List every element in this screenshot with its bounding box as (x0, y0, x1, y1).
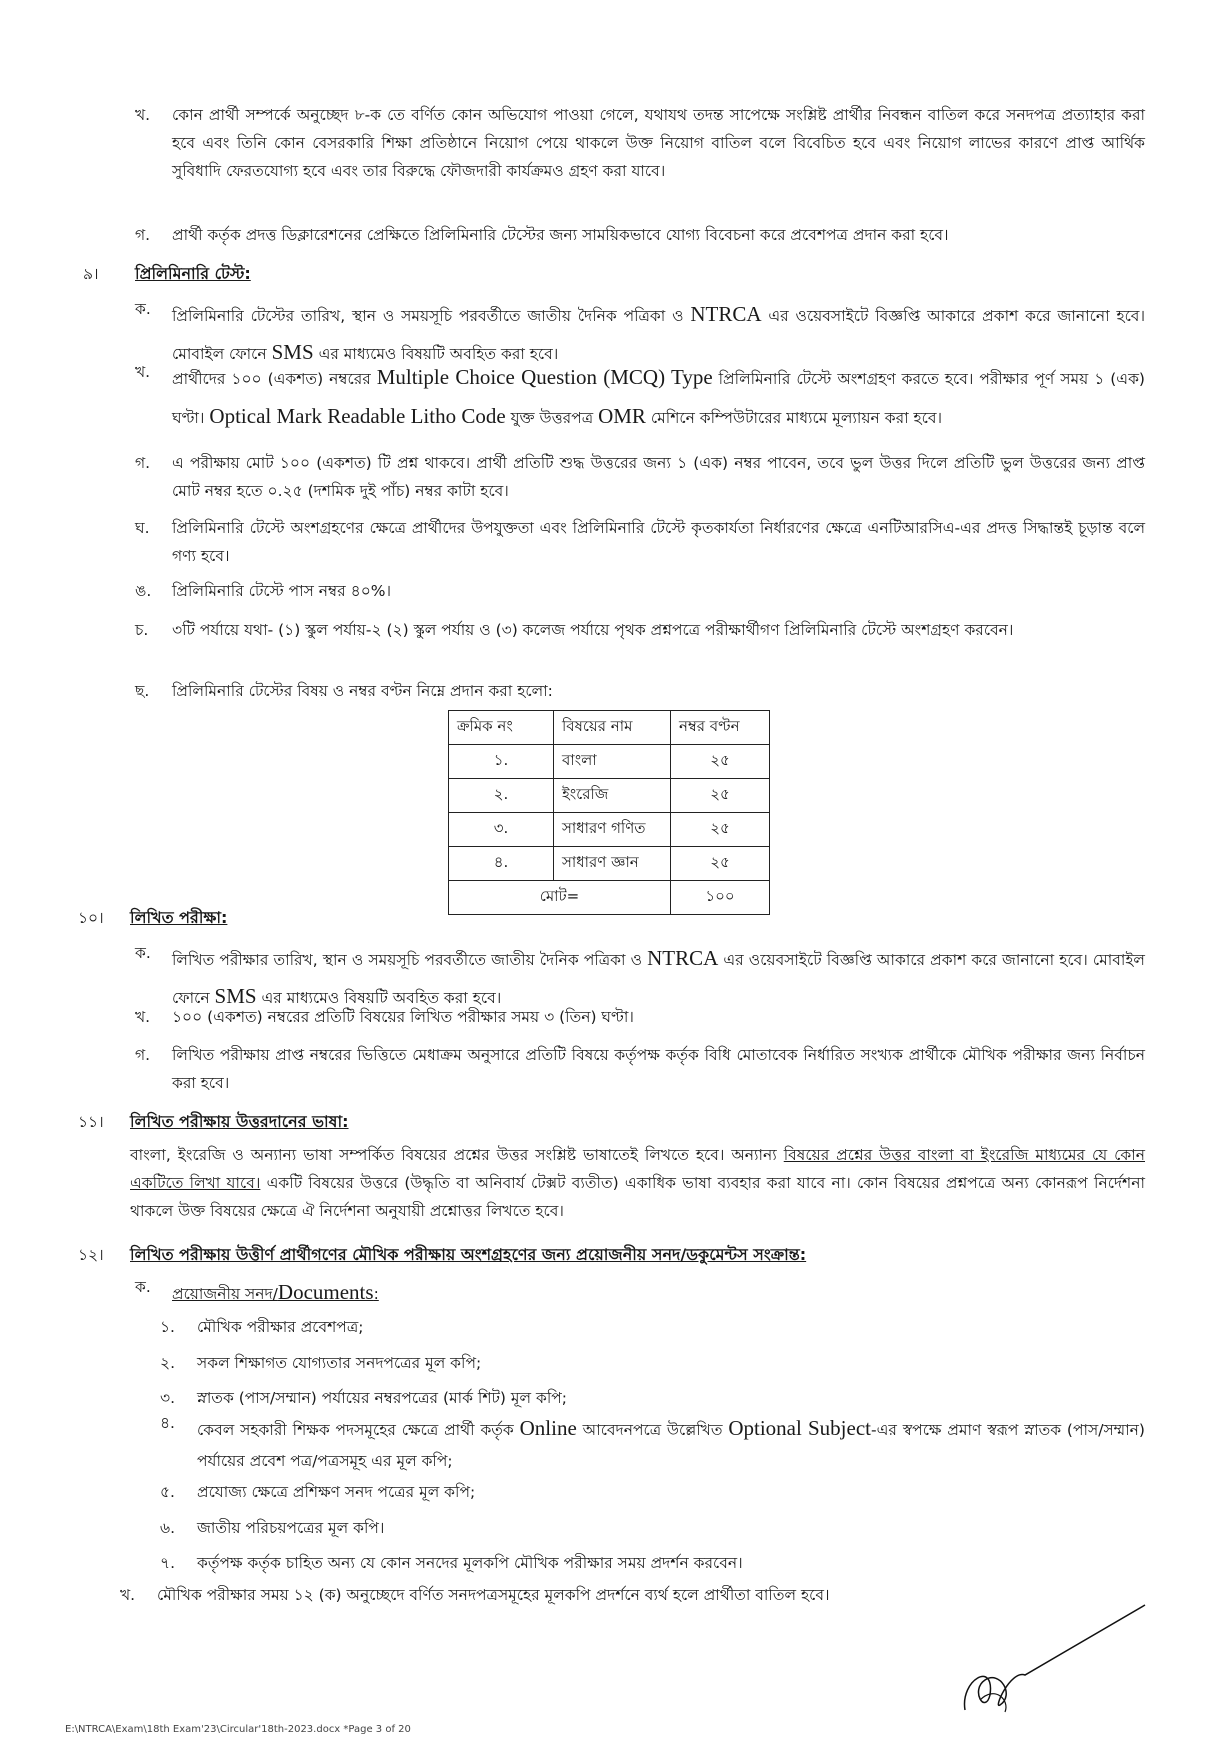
marker: খ. (135, 1008, 151, 1026)
table-cell: সাধারণ জ্ঞান (554, 847, 671, 881)
list-item (160, 1310, 1145, 1346)
paragraph: প্রিলিমিনারি টেস্টে অংশগ্রহণের ক্ষেত্রে প্রার্থীদের উপযুক্ততা এবং প্রিলিমিনারি টেস্টে কৃতকার্যতা নির্ধারণের ক্ষেত্রে এনটিআরসিএ-এর প্রদত্ত সিদ্ধান্তই চূড়ান্ত বলে গণ্য হবে। (172, 519, 1145, 565)
marker: ঘ. (135, 519, 150, 537)
item-number: ৫. (160, 1483, 175, 1501)
table-cell: সাধারণ গণিত (554, 813, 671, 847)
item-text (197, 1410, 1145, 1476)
marker: চ. (135, 621, 149, 639)
sec11-body (130, 1142, 1145, 1226)
item-number: ৩. (160, 1389, 176, 1408)
sec10-ga (135, 1042, 1145, 1098)
text: প্রিলিমিনারি টেস্টে অংশগ্রহণ করতে হবে। পরীক্ষার পূর্ণ সময় ১ (এক) ঘণ্টা। (172, 370, 1145, 427)
table-header-row (449, 711, 770, 745)
table-cell: ৪. (449, 847, 554, 881)
text: লিখিত পরীক্ষার তারিখ, স্থান ও সময়সূচি পরবর্তীতে জাতীয় দৈনিক পত্রিকা ও (172, 951, 643, 969)
paragraph: কোন প্রার্থী সম্পর্কে অনুচ্ছেদ ৮-ক তে বর্ণিত কোন অভিযোগ পাওয়া গেলে, যথাযথ তদন্ত সাপেক্ষে সংশ্লিষ্ট প্রার্থীর নিবন্ধন বাতিল করে সনদপত্র প্রত্যাহার করা হবে এবং তিনি কোন বেসরকারি শিক্ষা প্রতিষ্ঠানে নিয়োগ পেয়ে থাকলে উক্ত নিয়োগ বাতিল বলে বিবেচিত হবে এবং নিয়োগ লাভের কারণে প্রাপ্ত আর্থিক সুবিধাদি ফেরতযোগ্য হবে এবং তার বিরুদ্ধে ফৌজদারী কার্যক্রমও গ্রহণ করা যাবে। (172, 106, 1145, 180)
paragraph: ১০০ (একশত) নম্বরের প্রতিটি বিষয়ের লিখিত পরীক্ষার সময় ৩ (তিন) ঘণ্টা। (172, 1008, 634, 1026)
table-row (449, 813, 770, 847)
list-item (160, 1346, 1145, 1382)
sec9-cha (135, 617, 1145, 645)
item-text: কর্তৃপক্ষ কর্তৃক চাহিত অন্য যে কোন সনদের মূলকপি মৌখিক পরীক্ষার সময় প্রদর্শন করবেন। (197, 1554, 743, 1573)
sec9-gha (135, 515, 1145, 571)
marker: ঙ. (135, 582, 152, 600)
table-total-row (449, 881, 770, 915)
item-number: ৪. (160, 1414, 175, 1432)
text: এর ওয়েবসাইটে বিজ্ঞপ্তি আকারে প্রকাশ করে জানানো হবে। মোবাইল ফোনে (172, 307, 1145, 363)
text: প্রয়োজনীয় সনদ/ (172, 1285, 278, 1303)
paragraph: মৌখিক পরীক্ষার সময় ১২ (ক) অনুচ্ছেদে বর্ণিত সনদপত্রসমূহের মূলকপি প্রদর্শনে ব্যর্থ হলে প্রার্থীতা বাতিল হবে। (157, 1586, 830, 1604)
text-latin: Online (519, 1416, 577, 1440)
text-latin: NTRCA (647, 946, 719, 970)
text-latin: Documents (277, 1280, 374, 1304)
text: এর ওয়েবসাইটে বিজ্ঞপ্তি আকারে প্রকাশ করে জানানো হবে। মোবাইল ফোনে (172, 951, 1145, 1007)
paragraph: লিখিত পরীক্ষায় প্রাপ্ত নম্বরের ভিত্তিতে মেধাক্রম অনুসারে প্রতিটি বিষয়ে কর্তৃপক্ষ কর্তৃক বিধি মোতাবেক নির্ধারিত সংখ্যক প্রার্থীকে মৌখিক পরীক্ষার জন্য নির্বাচন করা হবে। (172, 1046, 1145, 1092)
text-latin: Optional Subject (728, 1416, 871, 1440)
marker: খ. (120, 1586, 136, 1604)
text: যুক্ত উত্তরপত্র (510, 408, 594, 427)
table-row (449, 779, 770, 813)
sec12-items (160, 1310, 1145, 1417)
section-title: প্রিলিমিনারি টেস্ট: (135, 264, 251, 283)
text: প্রিলিমিনারি টেস্টের তারিখ, স্থান ও সময়সূচি পরবর্তীতে জাতীয় দৈনিক পত্রিকা ও (172, 307, 684, 325)
table-cell: ৩. (449, 813, 554, 847)
table-cell: ২৫ (671, 779, 770, 813)
sec12-item4 (160, 1410, 1145, 1476)
item-text: সকল শিক্ষাগত যোগ্যতার সনদপত্রের মূল কপি; (197, 1353, 482, 1372)
table-row (449, 847, 770, 881)
item-number: ১. (160, 1318, 175, 1336)
paragraph: ৩টি পর্যায়ে যথা- (১) স্কুল পর্যায়-২ (২) স্কুল পর্যায় ও (৩) কলেজ পর্যায়ে পৃথক প্রশ্নপত্রে পরীক্ষার্থীগণ প্রিলিমিনারি টেস্টে অংশগ্রহণ করবেন। (172, 621, 1014, 639)
marker: ক. (135, 300, 151, 318)
paragraph: প্রিলিমিনারি টেস্টের বিষয় ও নম্বর বণ্টন নিম্নে প্রদান করা হলো: (172, 682, 553, 700)
marker: খ. (135, 363, 151, 381)
text: -এর স্বপক্ষে প্রমাণ স্বরূপ স্নাতক (পাস/সম্মান) পর্যায়ের প্রবেশ পত্র/পত্রসমূহ এর মূল কপি; (197, 1421, 1145, 1470)
sec12-items2 (160, 1475, 1145, 1582)
paragraph (172, 358, 1145, 436)
text-latin: SMS (271, 339, 314, 364)
item-number: ৬. (160, 1518, 176, 1537)
table-cell: ১. (449, 745, 554, 779)
marker: খ. (135, 106, 151, 124)
text-underlined: বিষয়ের প্রশ্নের উত্তর বাংলা বা ইংরেজি মাধ্যমের যে কোন একটিতে লিখা যাবে। (130, 1146, 1145, 1192)
text-latin: NTRCA (690, 302, 762, 326)
item-text: স্নাতক (পাস/সম্মান) পর্যায়ের নম্বরপত্রের (মার্ক শিট) মূল কপি; (197, 1389, 568, 1408)
section-title: লিখিত পরীক্ষায় উত্তরদানের ভাষা: (130, 1112, 349, 1131)
sec9-chha (135, 678, 1145, 706)
marker: গ. (135, 454, 151, 472)
table-cell: ২৫ (671, 847, 770, 881)
text: কেবল সহকারী শিক্ষক পদসমূহের ক্ষেত্রে প্রার্থী কর্তৃক (197, 1421, 514, 1439)
marker: ক. (135, 944, 151, 962)
item-text: জাতীয় পরিচয়পত্রের মূল কপি। (197, 1518, 385, 1537)
total-label: মোট= (449, 881, 671, 915)
sec8-ga (135, 222, 1145, 250)
text: মেশিনে কম্পিউটারের মাধ্যমে মূল্যায়ন করা হবে। (650, 408, 943, 427)
section-number: ১০। (78, 909, 104, 927)
text: এর মাধ্যমেও বিষয়টি অবহিত করা হবে। (318, 344, 559, 363)
paragraph: প্রিলিমিনারি টেস্টে পাস নম্বর ৪০%। (172, 582, 392, 600)
table-cell: ইংরেজি (554, 779, 671, 813)
text: আবেদনপত্রে উল্লেখিত (582, 1421, 723, 1439)
list-item (160, 1410, 1145, 1476)
sec12-ka (135, 1274, 1145, 1312)
text-latin: Multiple Choice Question (MCQ) Type (376, 365, 713, 389)
text: প্রার্থীদের ১০০ (একশত) নম্বরের (172, 370, 371, 388)
list-item (160, 1511, 1145, 1547)
text: একটি বিষয়ের উত্তরে (উদ্ধৃতি বা অনিবার্য টেক্সট ব্যতীত) একাধিক ভাষা ব্যবহার করা যাবে না। কোন বিষয়ের প্রশ্নপত্রে অন্য কোনরূপ নির্দেশনা থাকলে উক্ত বিষয়ের ক্ষেত্রে ঐ নির্দেশনা অনুযায়ী প্রশ্নোত্তর লিখতে হবে। (130, 1173, 1145, 1220)
table-row (449, 745, 770, 779)
section-number: ১২। (78, 1246, 104, 1264)
footer-file-path: E:\NTRCA\Exam\18th Exam'23\Circular'18th-2023.docx *Page 3 of 20 (65, 1724, 411, 1735)
signature (955, 1600, 1155, 1720)
paragraph: প্রার্থী কর্তৃক প্রদত্ত ডিক্লারেশনের প্রেক্ষিতে প্রিলিমিনারি টেস্টের জন্য সাময়িকভাবে যোগ্য বিবেচনা করে প্রবেশপত্র প্রদান করা হবে। (172, 226, 949, 244)
table-cell: ২৫ (671, 745, 770, 779)
text-latin: SMS (214, 983, 257, 1008)
table-cell: ২৫ (671, 813, 770, 847)
section-number: ৯। (83, 265, 99, 283)
list-item (160, 1546, 1145, 1582)
item-text: মৌখিক পরীক্ষার প্রবেশপত্র; (197, 1318, 364, 1336)
text: বাংলা, ইংরেজি ও অন্যান্য ভাষা সম্পর্কিত বিষয়ের প্রশ্নের উত্তর সংশ্লিষ্ট ভাষাতেই লিখতে হবে। অন্যান্য (130, 1146, 777, 1164)
item-text: প্রযোজ্য ক্ষেত্রে প্রশিক্ষণ সনদ পত্রের মূল কপি; (197, 1483, 476, 1501)
marker: গ. (135, 1046, 151, 1064)
marker: ক. (135, 1278, 151, 1296)
item-number: ২. (160, 1353, 176, 1372)
column-header: নম্বর বণ্টন (671, 711, 770, 745)
item-number: ৭. (160, 1554, 176, 1573)
sec10-kha (135, 1004, 1145, 1032)
list-item (160, 1475, 1145, 1511)
sec9-kha (135, 358, 1145, 436)
text-latin: Optical Mark Readable Litho Code (209, 403, 506, 428)
column-header: বিষয়ের নাম (554, 711, 671, 745)
marks-distribution-table (448, 710, 770, 915)
marker: ছ. (135, 682, 150, 700)
sec8-kha (135, 102, 1145, 186)
column-header: ক্রমিক নং (449, 711, 554, 745)
sec9-uma (135, 578, 1145, 606)
table-cell: বাংলা (554, 745, 671, 779)
paragraph (130, 1142, 1145, 1226)
table-cell: ২. (449, 779, 554, 813)
sub-heading (172, 1274, 1145, 1312)
total-value: ১০০ (671, 881, 770, 915)
text: এর মাধ্যমেও বিষয়টি অবহিত করা হবে। (261, 988, 502, 1007)
paragraph: এ পরীক্ষায় মোট ১০০ (একশত) টি প্রশ্ন থাকবে। প্রার্থী প্রতিটি শুদ্ধ উত্তরের জন্য ১ (এক) নম্বর পাবেন, তবে ভুল উত্তর দিলে প্রতিটি ভুল উত্তরের জন্য প্রাপ্ত মোট নম্বর হতে ০.২৫ (দশমিক দুই পাঁচ) নম্বর কাটা হবে। (172, 454, 1145, 500)
text-latin: OMR (598, 403, 646, 428)
text: : (373, 1285, 379, 1303)
section-title: লিখিত পরীক্ষায় উত্তীর্ণ প্রার্থীগণের মৌখিক পরীক্ষায় অংশগ্রহণের জন্য প্রয়োজনীয় সনদ/ডকুমেন্টস সংক্রান্ত: (130, 1245, 807, 1264)
section-title: লিখিত পরীক্ষা: (130, 908, 228, 927)
sec9-ga (135, 450, 1145, 506)
section-number: ১১। (78, 1113, 104, 1131)
marker: গ. (135, 226, 151, 244)
